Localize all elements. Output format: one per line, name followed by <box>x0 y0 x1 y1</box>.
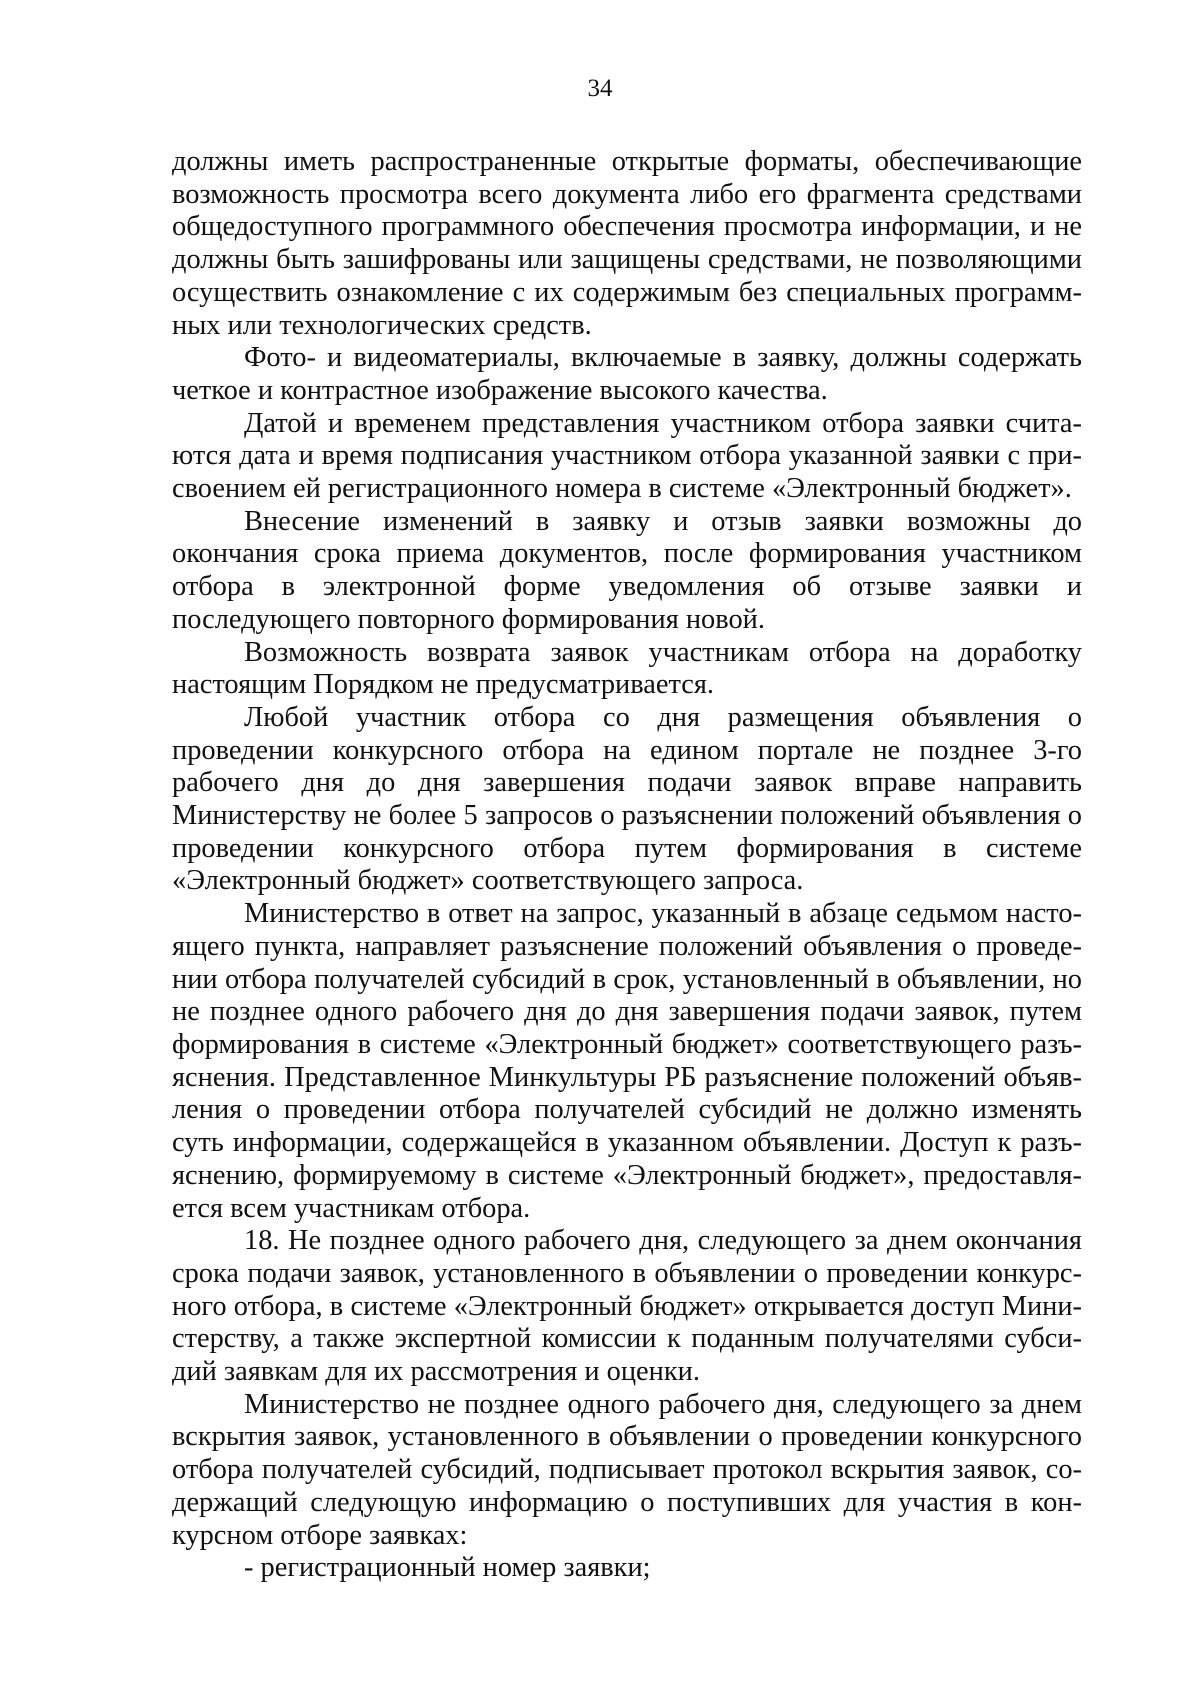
paragraph-photo-video: Фото- и видеоматериалы, включаемые в заявку, должны содержать четкое и контрастное изображение высокого качества. <box>172 342 1082 406</box>
paragraph-submission-date: Датой и временем представления участником отбора заявки считаются дата и время подписания участником отбора указанной заявки с присвоением ей регистрационного номера в системе «Электронный бюджет». <box>172 407 1082 505</box>
list-item-registration-number: - регистрационный номер заявки; <box>244 1552 651 1584</box>
paragraph-formats-continuation: должны иметь распространенные открытые форматы, обеспечивающие возможность просмотра всего документа либо его фрагмента средствами общедоступного программного обеспечения просмотра информации, и не должны быть зашифрованы или защищены средствами, не позволяющими осуществить ознакомление с их содержимым без специальных программных или технологических средств. <box>172 146 1082 341</box>
page-number: 34 <box>587 75 613 102</box>
paragraph-opening-protocol: Министерство не позднее одного рабочего дня, следующего за днем вскрытия заявок, установленного в объявлении о проведении конкурсного отбора получателей субсидий, подписывает протокол вскрытия заявок, содержащий следующую информацию о поступивших для участия в конкурсном отборе заявках: <box>172 1388 1082 1551</box>
paragraph-changes-withdrawal: Внесение изменений в заявку и отзыв заявки возможны до окончания срока приема документов, после формирования участником отбора в электронной форме уведомления об отзыве заявки и последующего повторного формирования новой. <box>172 505 1082 635</box>
paragraph-clarification-requests: Любой участник отбора со дня размещения объявления о проведении конкурсного отбора на едином портале не позднее 3-го рабочего дня до дня завершения подачи заявок вправе направить Министерству не более 5 запросов о разъяснении положений объявления о проведении конкурсного отбора путем формирования в системе «Электронный бюджет» соответствующего запроса. <box>172 701 1082 897</box>
paragraph-no-return: Возможность возврата заявок участникам отбора на доработку настоящим Порядком не предусматривается. <box>172 636 1082 701</box>
paragraph-ministry-response: Министерство в ответ на запрос, указанный в абзаце седьмом настоящего пункта, направляет разъяснение положений объявления о проведении отбора получателей субсидий в срок, установленный в объявлении, но не позднее одного рабочего дня до дня завершения подачи заявок, путем формирования в системе «Электронный бюджет» соответствующего разъяснения. Представленное Минкультуры РБ разъяснение положений объявления о проведении отбора получателей субсидий не должно изменять суть информации, содержащейся в указанном объявлении. Доступ к разъяснению, формируемому в системе «Электронный бюджет», предоставляется всем участникам отбора. <box>172 898 1082 1224</box>
body-text <box>172 146 1082 1585</box>
paragraph-item-18: 18. Не позднее одного рабочего дня, следующего за днем окончания срока подачи заявок, установленного в объявлении о проведении конкурсного отбора, в системе «Электронный бюджет» открывается доступ Министерству, а также экспертной комиссии к поданным получателями субсидий заявкам для их рассмотрения и оценки. <box>172 1225 1082 1388</box>
